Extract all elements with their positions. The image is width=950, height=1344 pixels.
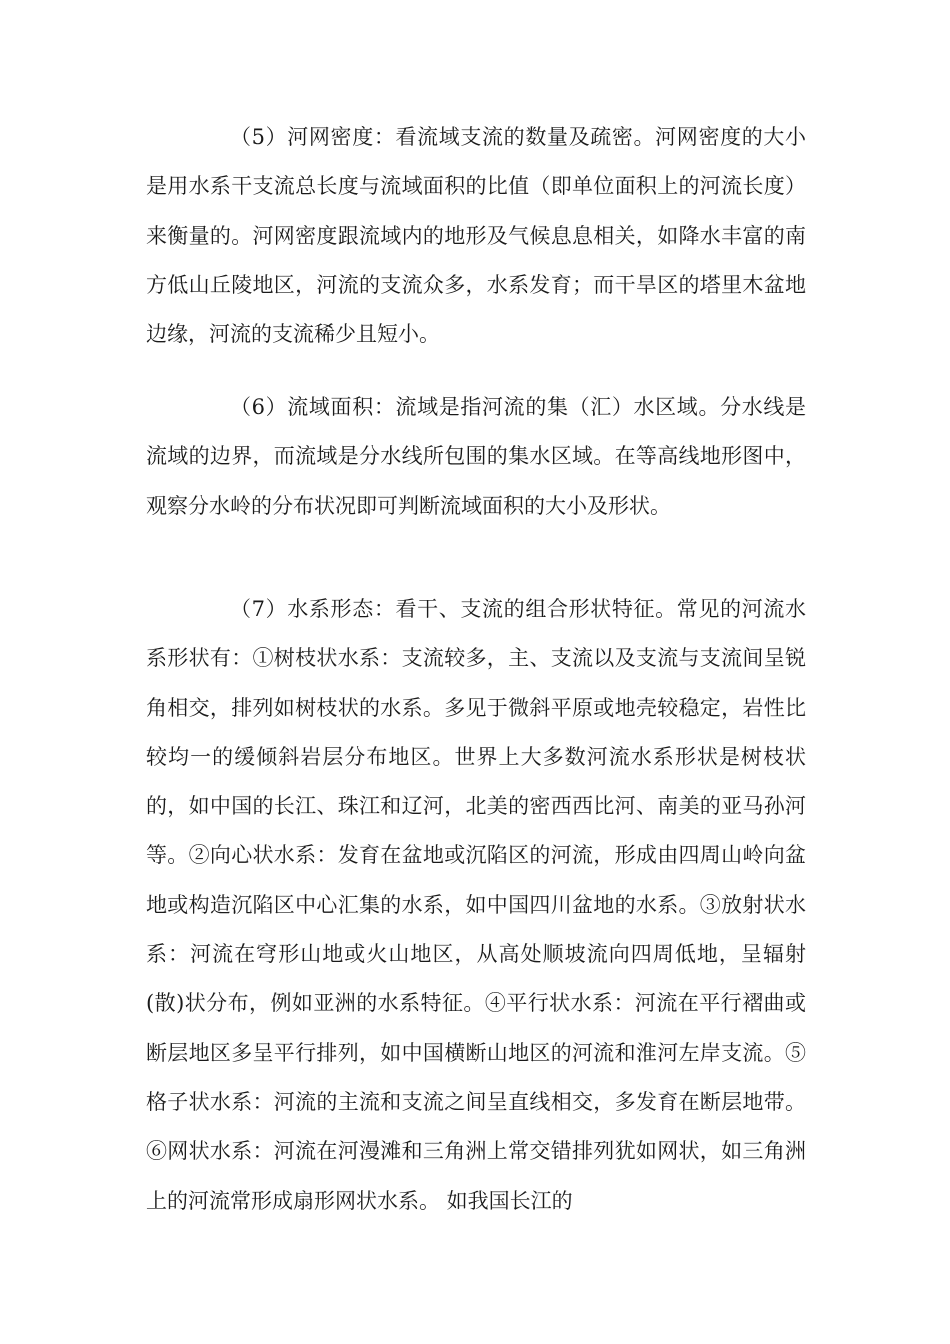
- paragraph-basin-area: （6）流域面积：流域是指河流的集（汇）水区域。分水线是流域的边界，而流域是分水线所包围的集水区域。在等高线地形图中，观察分水岭的分布状况即可判断流域面积的大小及形状。: [146, 395, 806, 518]
- paragraph-river-network-density: （5）河网密度：看流域支流的数量及疏密。河网密度的大小是用水系干支流总长度与流域面积的比值（即单位面积上的河流长度）来衡量的。河网密度跟流域内的地形及气候息息相关，如降水丰富的南方低山丘陵地区，河流的支流众多，水系发育；而干旱区的塔里木盆地边缘，河流的支流稀少且短小。: [146, 125, 806, 347]
- paragraph-drainage-pattern: （7）水系形态：看干、支流的组合形状特征。常见的河流水系形状有：①树枝状水系：支流较多，主、支流以及支流与支流间呈锐角相交，排列如树枝状的水系。多见于微斜平原或地壳较稳定，岩性比较均一的缓倾斜岩层分布地区。世界上大多数河流水系形状是树枝状的，如中国的长江、珠江和辽河，北美的密西西比河、南美的亚马孙河等。②向心状水系：发育在盆地或沉陷区的河流，形成由四周山岭向盆地或构造沉陷区中心汇集的水系，如中国四川盆地的水系。③放射状水系：河流在穹形山地或火山地区，从高处顺坡流向四周低地，呈辐射(散)状分布，例如亚洲的水系特征。④平行状水系：河流在平行褶曲或断层地区多呈平行排列，如中国横断山地区的河流和淮河左岸支流。⑤格子状水系：河流的主流和支流之间呈直线相交，多发育在断层地带。⑥网状水系：河流在河漫滩和三角洲上常交错排列犹如网状，如三角洲上的河流常形成扇形网状水系。 如我国长江的: [146, 597, 806, 1213]
